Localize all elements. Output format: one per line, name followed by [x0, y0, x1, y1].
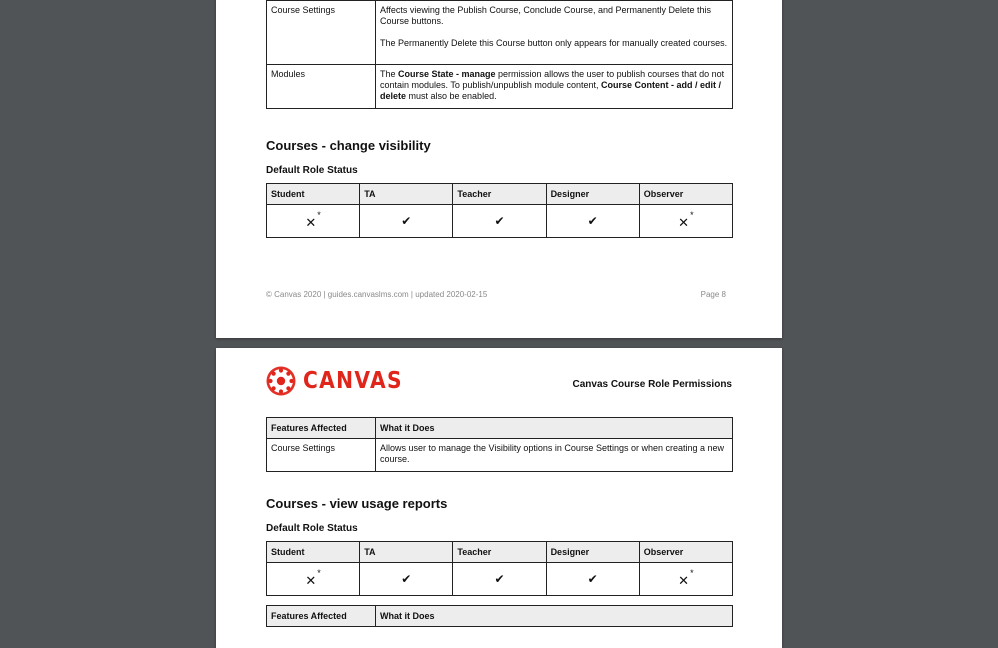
- check-icon: ✔: [494, 571, 505, 586]
- status-cell: [267, 563, 360, 596]
- status-cell: [546, 205, 639, 238]
- role-header: Teacher: [453, 542, 546, 563]
- description-cell: [376, 65, 733, 109]
- permission-name: Course State - manage: [398, 69, 496, 79]
- role-header: Designer: [546, 184, 639, 205]
- section-title: Courses - change visibility: [266, 138, 431, 153]
- features-table: [266, 0, 733, 109]
- subsection-title: Default Role Status: [266, 523, 358, 534]
- role-header: Student: [267, 542, 360, 563]
- status-cell: [453, 205, 546, 238]
- status-cell: [546, 563, 639, 596]
- status-cell: [267, 205, 360, 238]
- section-title: Courses - view usage reports: [266, 496, 448, 511]
- feature-cell: Course Settings: [267, 439, 376, 472]
- check-icon: ✔: [401, 213, 412, 228]
- role-header-row: [267, 184, 733, 205]
- table-row: [267, 65, 733, 109]
- permission-name: Course Content - add / edit / delete: [380, 80, 721, 101]
- status-cell: [639, 205, 732, 238]
- role-header: Teacher: [453, 184, 546, 205]
- role-status-row: [267, 205, 733, 238]
- role-header: TA: [360, 542, 453, 563]
- status-cell: [453, 563, 546, 596]
- role-header: Student: [267, 184, 360, 205]
- column-header: What it Does: [376, 606, 733, 627]
- page-number: Page 8: [700, 290, 726, 299]
- pdf-page-8: [216, 0, 782, 338]
- description-cell: Allows user to manage the Visibility options in Course Settings or when creating a new course.: [376, 439, 733, 472]
- check-icon: ✔: [587, 213, 598, 228]
- description-text: The: [380, 69, 399, 79]
- role-status-table: [266, 183, 733, 238]
- check-icon: ✔: [587, 571, 598, 586]
- role-status-row: [267, 563, 733, 596]
- feature-cell: Course Settings: [267, 1, 376, 65]
- cross-icon: ✕*: [305, 210, 321, 230]
- table-header-row: [267, 418, 733, 439]
- role-header: Observer: [639, 184, 732, 205]
- status-cell: [360, 205, 453, 238]
- table-row: [267, 439, 733, 472]
- description-cell: [376, 1, 733, 65]
- role-status-table: [266, 541, 733, 596]
- column-header: Features Affected: [267, 606, 376, 627]
- role-header: TA: [360, 184, 453, 205]
- cross-icon: ✕*: [678, 568, 694, 588]
- column-header: What it Does: [376, 418, 733, 439]
- check-icon: ✔: [494, 213, 505, 228]
- feature-cell: Modules: [267, 65, 376, 109]
- role-header: Designer: [546, 542, 639, 563]
- table-header-row: [267, 606, 733, 627]
- check-icon: ✔: [401, 571, 412, 586]
- role-header: Observer: [639, 542, 732, 563]
- status-cell: [360, 563, 453, 596]
- description-text: Affects viewing the Publish Course, Conclude Course, and Permanently Delete this Course buttons.: [380, 5, 712, 26]
- page-footer: © Canvas 2020 | guides.canvaslms.com | updated 2020-02-15: [266, 290, 488, 299]
- table-row: [267, 1, 733, 65]
- subsection-title: Default Role Status: [266, 165, 358, 176]
- column-header: Features Affected: [267, 418, 376, 439]
- canvas-wordmark: CANVAS: [303, 368, 403, 394]
- features-table: [266, 417, 733, 472]
- canvas-logo-icon: [266, 366, 296, 396]
- document-title: Canvas Course Role Permissions: [572, 379, 732, 390]
- description-text: must also be enabled.: [406, 91, 497, 101]
- cross-icon: ✕*: [305, 568, 321, 588]
- status-cell: [639, 563, 732, 596]
- cross-icon: ✕*: [678, 210, 694, 230]
- description-text: permission allows the user to publish courses that do not contain modules. To publish/unpublish module content,: [380, 69, 725, 90]
- role-header-row: [267, 542, 733, 563]
- canvas-logo: [266, 366, 417, 396]
- description-text: The Permanently Delete this Course button only appears for manually created courses.: [380, 38, 728, 48]
- pdf-page-9: [216, 348, 782, 648]
